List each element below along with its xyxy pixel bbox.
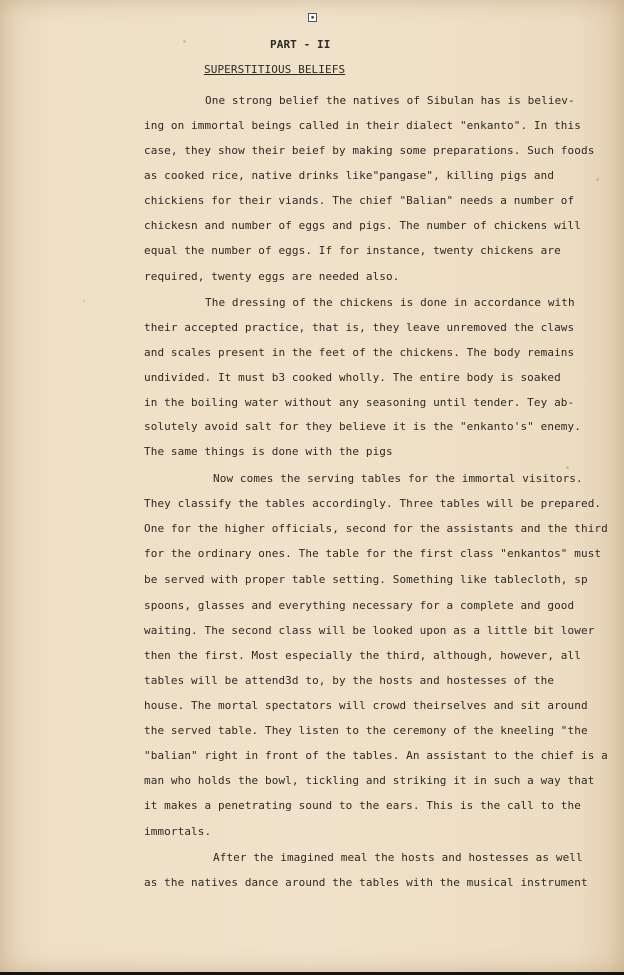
text-line: required, twenty eggs are needed also.	[144, 270, 400, 283]
text-line: One for the higher officials, second for the assistants and the third	[144, 522, 608, 535]
text-line: After the imagined meal the hosts and hostesses as well	[213, 851, 583, 864]
text-line: chickiens for their viands. The chief "Balian" needs a number of	[144, 194, 575, 207]
text-line: undivided. It must b3 cooked wholly. The entire body is soaked	[144, 371, 561, 384]
text-line: case, they show their beief by making some preparations. Such foods	[144, 144, 595, 157]
text-line: One strong belief the natives of Sibulan has is believ-	[205, 94, 575, 107]
paper-stain	[83, 300, 85, 302]
text-line: be served with proper table setting. Something like tablecloth, sp	[144, 573, 588, 586]
text-line: equal the number of eggs. If for instance, twenty chickens are	[144, 244, 561, 257]
text-line: immortals.	[144, 825, 212, 838]
text-line: in the boiling water without any seasoning until tender. Tey ab-	[144, 396, 575, 409]
text-line: it makes a penetrating sound to the ears. This is the call to the	[144, 799, 581, 812]
text-line: Now comes the serving tables for the immortal visitors.	[213, 472, 583, 485]
paper-stain	[183, 40, 186, 43]
text-line: waiting. The second class will be looked upon as a little bit lower	[144, 624, 595, 637]
paper-stain	[596, 178, 599, 181]
section-subheading: SUPERSTITIOUS BELIEFS	[204, 63, 346, 76]
part-heading: PART - II	[270, 38, 331, 51]
text-line: chickesn and number of eggs and pigs. The number of chickens will	[144, 219, 581, 232]
text-line: as cooked rice, native drinks like"pangase", killing pigs and	[144, 169, 555, 182]
text-line: They classify the tables accordingly. Three tables will be prepared.	[144, 497, 602, 510]
text-line: as the natives dance around the tables with the musical instrument	[144, 876, 588, 889]
paper-stain	[566, 466, 569, 469]
text-line: tables will be attend3d to, by the hosts and hostesses of the	[144, 674, 555, 687]
text-line: house. The mortal spectators will crowd theirselves and sit around	[144, 699, 588, 712]
text-line: and scales present in the feet of the chickens. The body remains	[144, 346, 575, 359]
text-line: for the ordinary ones. The table for the first class "enkantos" must	[144, 547, 602, 560]
text-line: "balian" right in front of the tables. An assistant to the chief is a	[144, 749, 608, 762]
text-line: ing on immortal beings called in their dialect "enkanto". In this	[144, 119, 581, 132]
text-line: man who holds the bowl, tickling and striking it in such a way that	[144, 774, 595, 787]
text-line: their accepted practice, that is, they leave unremoved the claws	[144, 321, 575, 334]
text-line: then the first. Most especially the third, although, however, all	[144, 649, 581, 662]
text-line: The same things is done with the pigs	[144, 445, 393, 458]
text-line: the served table. They listen to the ceremony of the kneeling "the	[144, 724, 588, 737]
text-line: solutely avoid salt for they believe it is the "enkanto's" enemy.	[144, 420, 581, 433]
text-line: spoons, glasses and everything necessary for a complete and good	[144, 599, 575, 612]
page-marker: ▪	[308, 13, 317, 22]
text-line: The dressing of the chickens is done in accordance with	[205, 296, 575, 309]
